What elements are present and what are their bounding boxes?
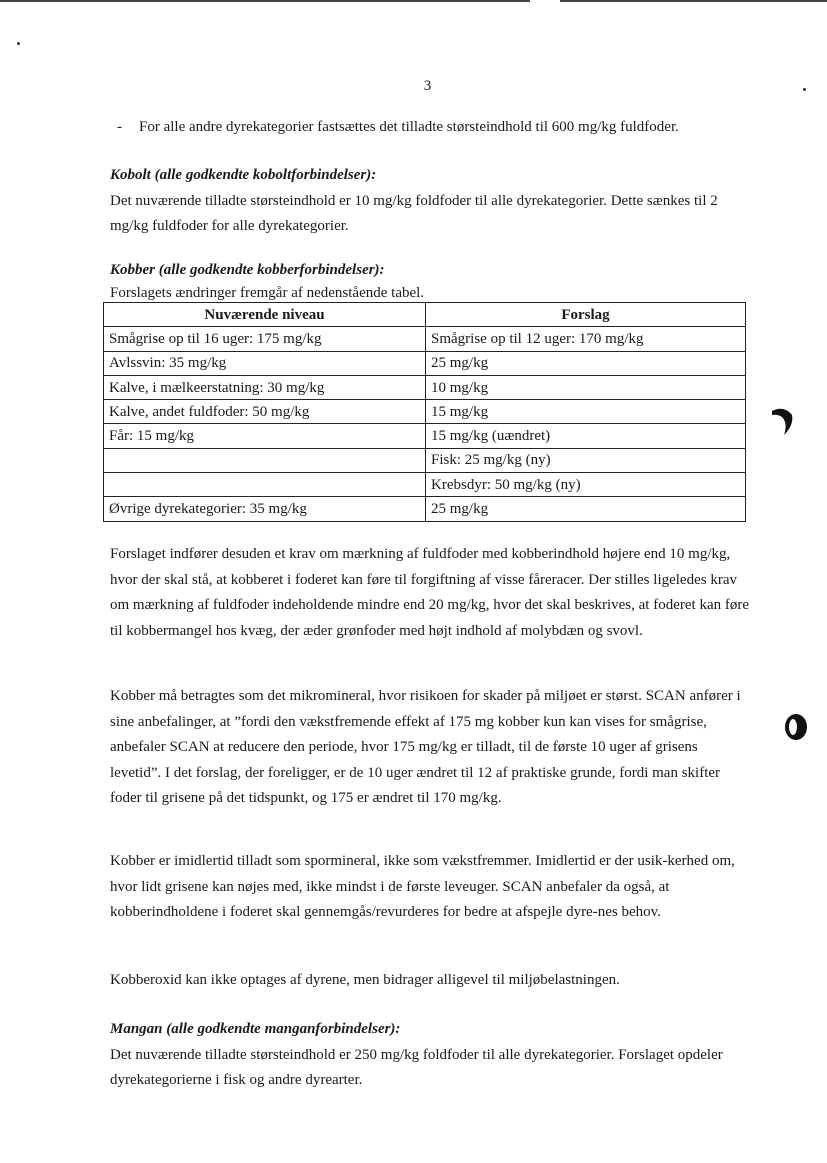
table-cell: 15 mg/kg (uændret) (426, 424, 746, 448)
mangan-heading: Mangan (alle godkendte manganforbindelser): (110, 1021, 401, 1037)
paragraph: Forslaget indfører desuden et krav om mærkning af fuldfoder med kobberindhold højere end 10 mg/kg, hvor der skal stå, at kobberet i foderet kan føre til forgiftning af visse fåreracer. Der stilles ligeledes krav om mærkning af fuldfoder indeholdende mindre end 20 mg/kg, hvor det skal beskrives, at foderet kan føre til kobbermangel hos kvæg, der æder grønfoder med højt indhold af molybdæn og svovl. (110, 546, 749, 639)
bullet-item (117, 115, 757, 139)
paragraph: Kobber må betragtes som det mikromineral, hvor risikoen for skader på miljøet er størst. SCAN anfører i sine anbefalinger, at ”fordi den vækstfremende effekt af 175 mg kobber kun kan vises for smågrise, anbefaler SCAN at reducere den periode, hvor 175 mg/kg er tilladt, til de første 10 uger af grisens levetid”. I det forslag, der foreligger, er de 10 uger ændret til 12 af praktiske grunde, fordi man skifter foder til grisene på det tidspunkt, og 175 er ændret til 170 mg/kg. (110, 688, 741, 806)
table-cell: Får: 15 mg/kg (104, 424, 426, 448)
bullet-text: For alle andre dyrekategorier fastsættes det tilladte størsteindhold til 600 mg/kg fuldfoder. (139, 119, 679, 135)
table-row (104, 375, 746, 399)
table-header-row (104, 303, 746, 327)
table-header-current: Nuværende niveau (104, 303, 426, 327)
table-row (104, 351, 746, 375)
kobolt-heading: Kobolt (alle godkendte koboltforbindelser): (110, 167, 377, 183)
kobber-section (110, 258, 750, 306)
table-cell: Smågrise op til 12 uger: 170 mg/kg (426, 327, 746, 351)
paragraph: Kobber er imidlertid tilladt som spormineral, ikke som vækstfremmer. Imidlertid er der usik-kerhed om, hvor lidt grisene kan nøjes med, ikke mindst i de første leveuger. SCAN anbefaler da også, at kobberindholdene i foderet skal gennemgås/revurderes for bedre at afspejle dyre-nes behov. (110, 853, 735, 920)
table-cell: Smågrise op til 16 uger: 175 mg/kg (104, 327, 426, 351)
table-cell: Kalve, andet fuldfoder: 50 mg/kg (104, 400, 426, 424)
table-cell: 15 mg/kg (426, 400, 746, 424)
scan-top-edge (0, 0, 530, 2)
page-number: 3 (423, 78, 432, 94)
table-cell: 25 mg/kg (426, 351, 746, 375)
paragraph: Kobberoxid kan ikke optages af dyrene, men bidrager alligevel til miljøbelastningen. (110, 972, 620, 988)
kobber-heading: Kobber (alle godkendte kobberforbindelser): (110, 262, 385, 278)
kobolt-text: Det nuværende tilladte størsteindhold er 10 mg/kg foldfoder til alle dyrekategorier. Dette sænkes til 2 mg/kg fuldfoder for alle dyrekategorier. (110, 192, 718, 234)
scan-speck (17, 42, 20, 45)
table-cell: Fisk: 25 mg/kg (ny) (426, 448, 746, 472)
table-cell: Øvrige dyrekategorier: 35 mg/kg (104, 497, 426, 521)
table-cell (104, 473, 426, 497)
mangan-section (110, 1017, 750, 1094)
kobber-intro: Forslagets ændringer fremgår af nedenstående tabel. (110, 284, 425, 301)
copper-table (103, 302, 746, 522)
scan-top-edge-right (560, 0, 827, 2)
table-cell: 10 mg/kg (426, 375, 746, 399)
binder-hole-mark (770, 405, 796, 437)
binder-hole-mark (783, 712, 809, 742)
table-row (104, 473, 746, 497)
table-row (104, 400, 746, 424)
table-row (104, 448, 746, 472)
mangan-text: Det nuværende tilladte størsteindhold er 250 mg/kg foldfoder til alle dyrekategorier. Forslaget opdeler dyrekategorierne i fisk og andre dyrearter. (110, 1046, 723, 1088)
kobolt-section (110, 163, 750, 240)
bullet-dash: - (117, 119, 122, 135)
table-cell: 25 mg/kg (426, 497, 746, 521)
table-row (104, 497, 746, 521)
table-cell: Kalve, i mælkeerstatning: 30 mg/kg (104, 375, 426, 399)
table-header-proposal: Forslag (426, 303, 746, 327)
table-row (104, 424, 746, 448)
table-cell: Krebsdyr: 50 mg/kg (ny) (426, 473, 746, 497)
table-cell (104, 448, 426, 472)
table-cell: Avlssvin: 35 mg/kg (104, 351, 426, 375)
table-row (104, 327, 746, 351)
